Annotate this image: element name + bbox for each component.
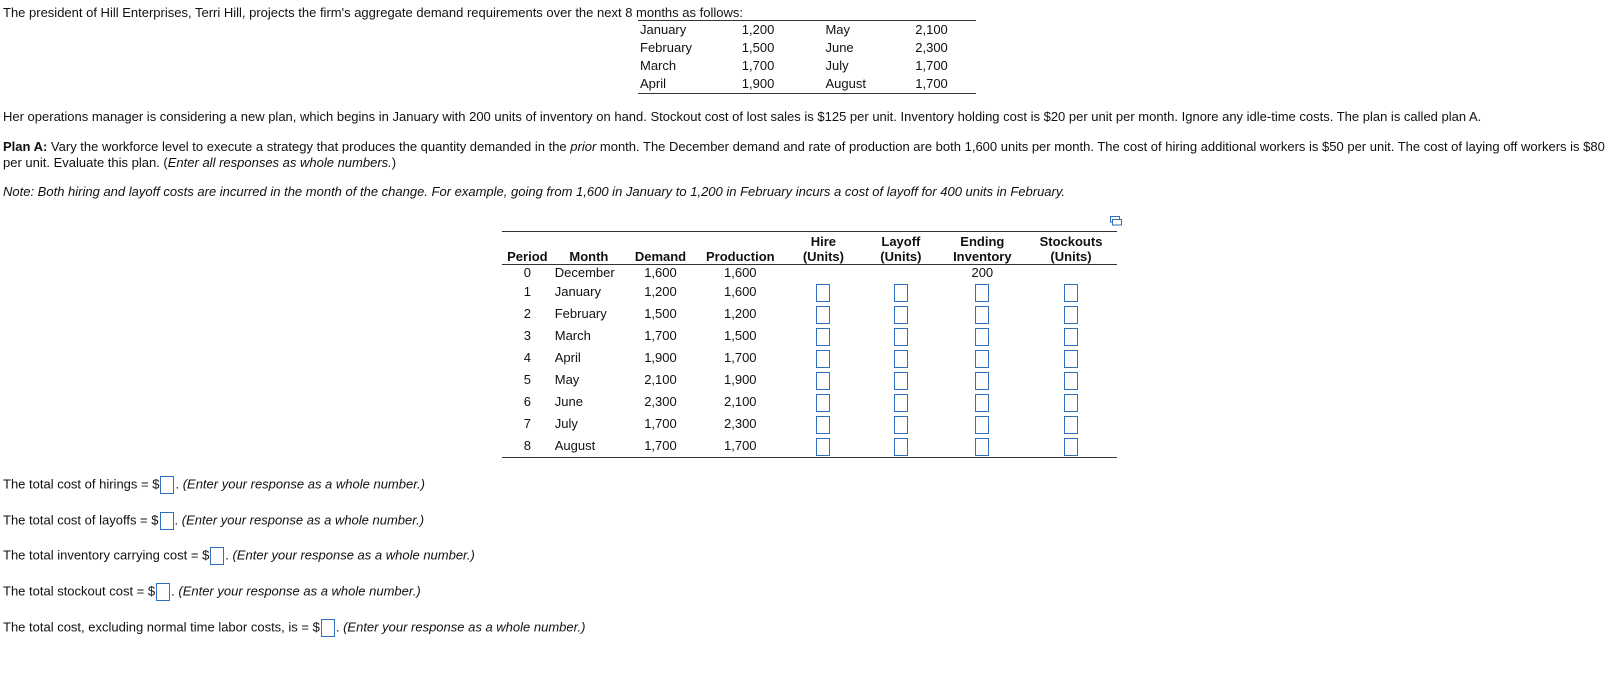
intro-text: The president of Hill Enterprises, Terri Hill, projects the firm's aggregate demand requirements over the next 8 months as follows: [3,5,743,20]
header-production: Production [696,232,785,265]
ending-inventory-input[interactable] [975,284,989,302]
total-layoff-cost-row [3,512,424,530]
layoff-input[interactable] [894,438,908,456]
demand-cell: 1,900 [741,76,775,91]
header-period: Period [502,232,553,265]
demand-cell: 1,200 [741,22,775,37]
question-label: The total inventory carrying cost = $ [3,547,210,563]
plan-a-label: Plan A: [3,139,48,154]
period-cell: 6 [523,394,531,409]
header-demand: Demand [625,232,696,265]
table-row [638,21,976,40]
stockouts-cell [1025,347,1117,369]
table-row [502,391,1117,413]
ending-inventory-cell [940,347,1025,369]
hire-cell [785,325,862,347]
stockouts-input[interactable] [1064,284,1078,302]
plan-a-close: ) [391,155,397,170]
total-cost-input[interactable] [321,619,335,637]
stockouts-input[interactable] [1064,394,1078,412]
header-hire-line1: Hire [810,234,837,249]
header-stockouts-line2: (Units) [1050,249,1092,264]
layoff-input[interactable] [894,416,908,434]
ending-inventory-input[interactable] [975,394,989,412]
demand-cell: 1,700 [915,58,948,73]
stockouts-cell [1025,369,1117,391]
stockouts-cell [1025,303,1117,325]
header-ending-line1: Ending [960,234,1005,249]
period-cell: 7 [523,416,531,431]
ending-inventory-cell [940,391,1025,413]
ending-inventory-cell [940,325,1025,347]
layoff-cell [862,347,939,369]
stockouts-cell [1025,435,1117,458]
month-cell: August [554,438,596,453]
demand-cell: 1,500 [741,40,775,55]
production-cell: 1,200 [724,306,757,321]
header-layoff-line1: Layoff [881,234,921,249]
hire-cell [785,265,862,282]
plan-a-table [502,231,1117,458]
demand-cell: 1,500 [644,306,677,321]
month-cell: April [554,350,581,365]
ending-inventory-input[interactable] [975,372,989,390]
period-cell: 4 [523,350,531,365]
month-cell: January [640,22,687,37]
layoff-cell [862,281,939,303]
header-hire [785,232,862,265]
period-mark: . [225,547,229,563]
hire-input[interactable] [816,284,830,302]
hire-input[interactable] [816,416,830,434]
month-cell: May [554,372,580,387]
stockouts-input[interactable] [1064,416,1078,434]
layoff-cell [862,303,939,325]
table-row [502,325,1117,347]
stockouts-cell [1025,265,1117,282]
production-cell: 1,900 [724,372,757,387]
header-layoff [862,232,939,265]
hire-input[interactable] [816,306,830,324]
stockouts-cell [1025,281,1117,303]
month-cell: April [640,76,667,91]
plan-a-text: Vary the workforce level to execute a strategy that produces the quantity demanded in the [47,139,571,154]
total-stockout-cost-input[interactable] [156,583,170,601]
layoff-cell [862,265,939,282]
demand-cell: 1,600 [644,265,677,280]
ending-inventory-cell [940,281,1025,303]
table-row [502,413,1117,435]
header-ending-inventory [940,232,1025,265]
demand-cell: 2,300 [915,40,948,55]
total-inventory-cost-input[interactable] [210,547,224,565]
total-cost-row [3,619,585,637]
ending-inventory-input[interactable] [975,328,989,346]
table-header-row [502,232,1117,265]
question-label: The total stockout cost = $ [3,583,156,599]
month-cell: March [554,328,591,343]
ending-inventory-cell [940,303,1025,325]
demand-cell: 1,700 [644,438,677,453]
production-cell: 1,700 [724,438,757,453]
total-layoff-cost-input[interactable] [160,512,174,530]
period-cell: 3 [523,328,531,343]
ending-inventory-input[interactable] [975,306,989,324]
prior-emphasis: prior [570,139,597,154]
table-row [502,265,1117,282]
period-mark: . [171,583,175,599]
table-row [638,39,976,57]
production-cell: 1,500 [724,328,757,343]
ending-inventory-cell [940,435,1025,458]
production-cell: 2,300 [724,416,757,431]
hire-input[interactable] [816,350,830,368]
question-hint: (Enter your response as a whole number.) [182,476,426,492]
month-cell: June [554,394,583,409]
period-mark: . [175,476,180,492]
ending-inventory-cell [940,369,1025,391]
plan-a-text: month. The December demand and rate of production are both 1,600 units per month. The cost of hiring additional workers is $50 per unit. The cost of laying off workers is $80 per unit. Evaluate this plan. ( [3,139,1605,170]
stockouts-input[interactable] [1064,372,1078,390]
demand-forecast-table [638,20,976,94]
question-hint: (Enter your response as a whole number.) [181,512,425,528]
month-cell: December [554,265,615,280]
period-cell: 0 [523,265,531,280]
total-hiring-cost-input[interactable] [160,476,174,494]
table-row [502,369,1117,391]
plan-description: Her operations manager is considering a new plan, which begins in January with 200 units of inventory on hand. Stockout cost of lost sales is $125 per unit. Inventory holding cost is $20 per unit per month. Ignore any idle-time costs. The plan is called plan A. [3,109,1482,124]
plan-a-description [3,139,1611,171]
production-cell: 1,700 [724,350,757,365]
period-cell: 1 [523,284,531,299]
layoff-input[interactable] [894,350,908,368]
question-label: The total cost, excluding normal time labor costs, is = $ [3,619,320,635]
total-inventory-cost-row [3,547,475,565]
question-hint: (Enter your response as a whole number.) [343,619,586,635]
month-cell: July [554,416,578,431]
production-cell: 2,100 [724,394,757,409]
production-cell: 1,600 [724,265,757,280]
month-cell: February [640,40,693,55]
month-cell: March [640,58,677,73]
table-row [502,347,1117,369]
plan-a-hint: Enter all responses as whole numbers. [167,155,392,170]
period-cell: 2 [523,306,531,321]
demand-cell: 1,700 [741,58,775,73]
ending-inventory-input[interactable] [975,416,989,434]
header-month: Month [553,232,625,265]
header-stockouts-line1: Stockouts [1039,234,1103,249]
hire-cell [785,347,862,369]
month-cell: May [825,22,851,37]
hire-cell [785,369,862,391]
table-row [502,435,1117,458]
stockouts-input[interactable] [1064,328,1078,346]
header-hire-line2: (Units) [802,249,844,264]
demand-cell: 1,700 [644,328,677,343]
header-stockouts [1025,232,1117,265]
hire-cell [785,281,862,303]
hire-input[interactable] [816,328,830,346]
period-mark: . [174,512,179,528]
stockouts-input[interactable] [1064,438,1078,456]
note-text: Note: Both hiring and layoff costs are incurred in the month of the change. For example, going from 1,600 in January to 1,200 in February incurs a cost of layoff for 400 units in February. [3,184,1066,199]
hire-input[interactable] [816,372,830,390]
demand-cell: 2,100 [644,372,677,387]
demand-cell: 1,700 [644,416,677,431]
question-hint: (Enter your response as a whole number.) [232,547,475,563]
demand-cell: 1,200 [644,284,677,299]
stockouts-cell [1025,325,1117,347]
ending-inventory-input[interactable] [975,350,989,368]
layoff-input[interactable] [894,328,908,346]
ending-inventory-input[interactable] [975,438,989,456]
header-ending-line2: Inventory [953,249,1012,264]
month-cell: July [825,58,849,73]
period-cell: 5 [523,372,531,387]
table-row [502,281,1117,303]
layoff-input[interactable] [894,372,908,390]
demand-cell: 1,700 [915,76,948,91]
layoff-cell [862,413,939,435]
stockouts-cell [1025,413,1117,435]
month-cell: February [554,306,607,321]
period-cell: 8 [523,438,531,453]
hire-cell [785,303,862,325]
demand-cell: 2,300 [644,394,677,409]
hire-input[interactable] [816,438,830,456]
stockouts-cell [1025,391,1117,413]
layoff-cell [862,325,939,347]
hire-cell [785,435,862,458]
layoff-input[interactable] [894,394,908,412]
month-cell: January [554,284,601,299]
layoff-input[interactable] [894,306,908,324]
demand-cell: 1,900 [644,350,677,365]
total-stockout-cost-row [3,583,421,601]
hire-input[interactable] [816,394,830,412]
total-hiring-cost-row [3,476,425,494]
demand-cell: 2,100 [915,22,948,37]
month-cell: August [825,76,866,91]
period-mark: . [335,619,340,635]
month-cell: June [825,40,854,55]
layoff-cell [862,391,939,413]
question-hint: (Enter your response as a whole number.) [178,583,421,599]
layoff-input[interactable] [894,284,908,302]
stockouts-input[interactable] [1064,306,1078,324]
hire-cell [785,391,862,413]
layoff-cell [862,369,939,391]
ending-inventory-cell [940,413,1025,435]
question-label: The total cost of layoffs = $ [3,512,159,528]
layoff-cell [862,435,939,458]
header-layoff-line2: (Units) [880,249,922,264]
copy-table-icon[interactable] [1110,216,1122,226]
table-row [638,75,976,94]
question-label: The total cost of hirings = $ [3,476,160,492]
hire-cell [785,413,862,435]
production-cell: 1,600 [724,284,757,299]
table-row [638,57,976,75]
table-row [502,303,1117,325]
ending-inventory-cell: 200 [971,265,994,280]
stockouts-input[interactable] [1064,350,1078,368]
